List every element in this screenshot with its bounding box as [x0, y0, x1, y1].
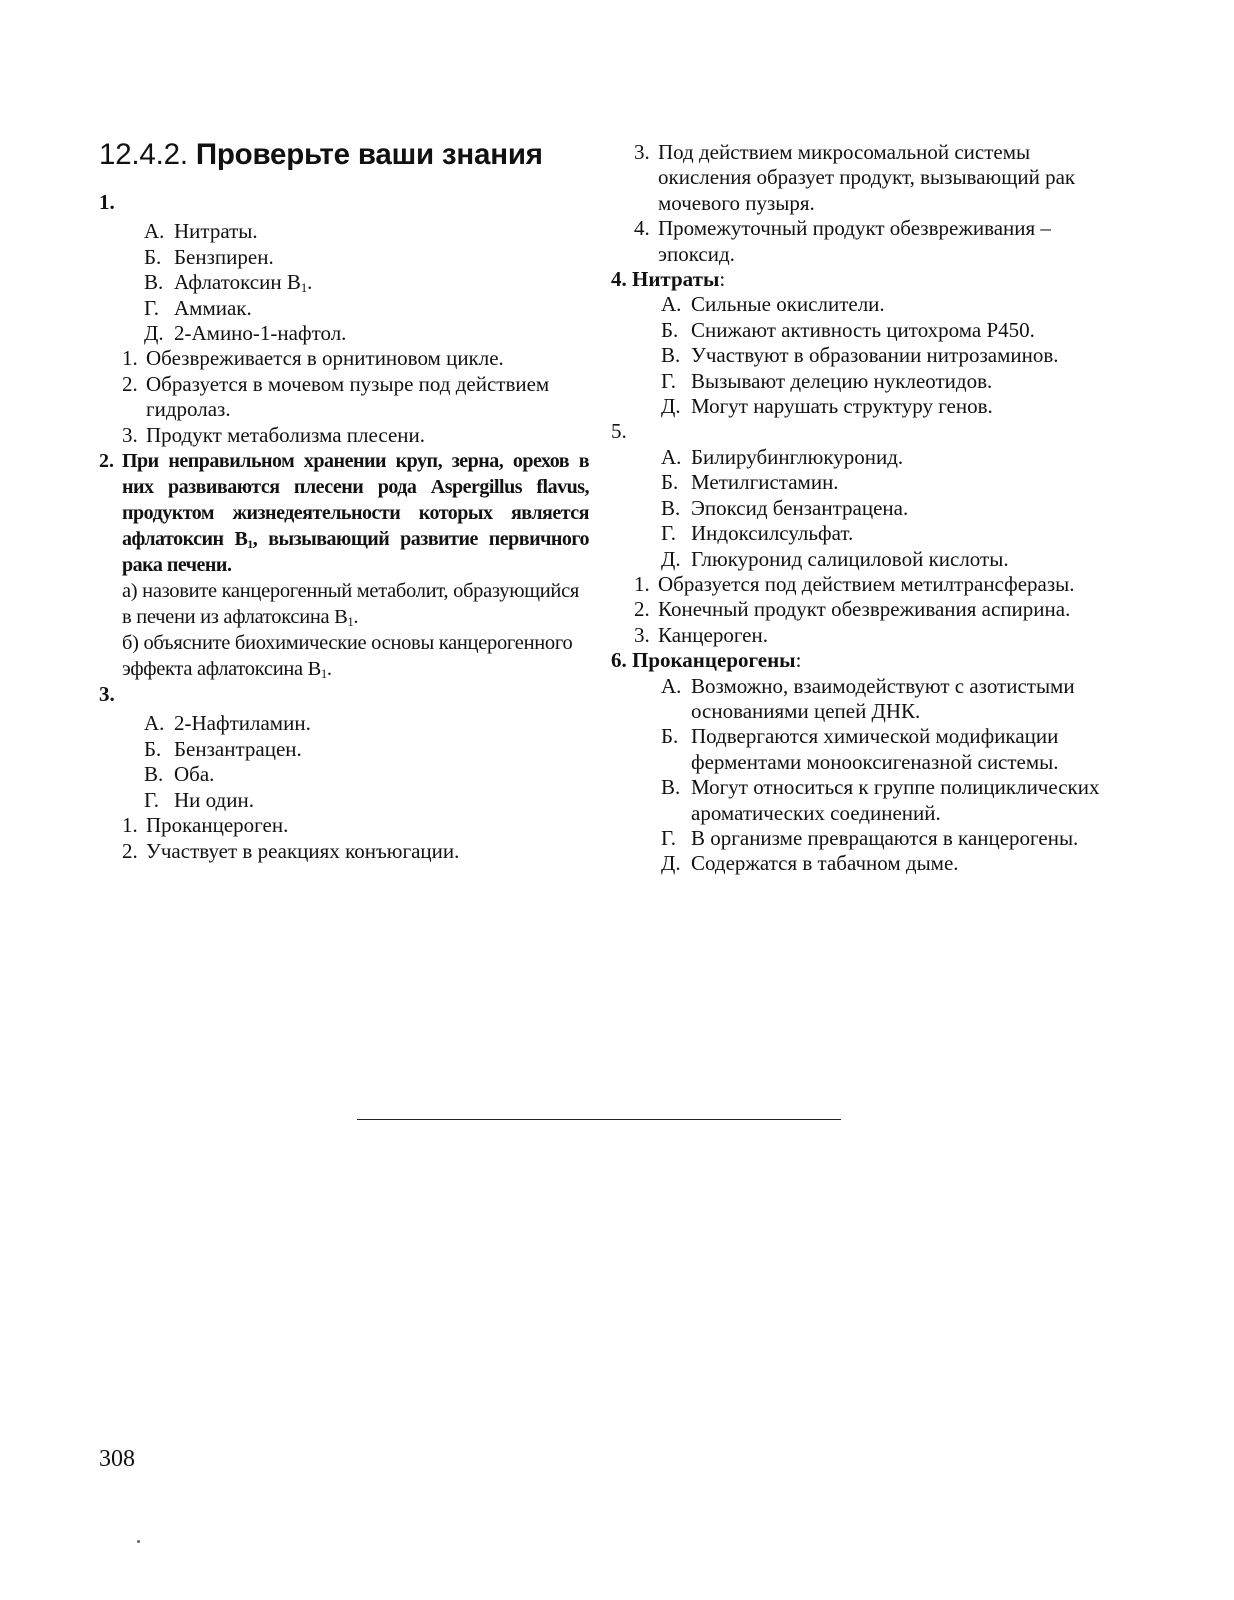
option-a: А. Билирубинглюкуронид. [661, 444, 904, 469]
question-2-text: При неправильном хранении круп, зерна, орехов в них развиваются плесени рода Aspergillus flavus, продуктом жизнедеятельности которых является афлатоксин $B_1$, вызывающий развитие первичного рака печени. [122, 450, 589, 577]
numbered-options [634, 572, 1101, 648]
option-2: 2. Образуется в мочевом пузыре под действием гидролаз. [122, 371, 550, 422]
letter-options [661, 292, 1101, 419]
left-column [99, 138, 589, 864]
option-d: Д. Глюкуронид салициловой кислоты. [661, 546, 1009, 571]
option-v: В. Могут относиться к группе полициклических ароматических соединений. [661, 775, 1100, 825]
option-v: В. Афлатоксин $B_1$. [144, 270, 313, 296]
option-a: А. Сильные окислители. [661, 292, 885, 317]
option-v: В. Оба. [144, 762, 215, 787]
option-1: 1. Проканцероген. [122, 813, 289, 838]
question-1 [99, 190, 589, 448]
option-4: 4. Промежуточный продукт обезвреживания – эпоксид. [634, 216, 1051, 266]
option-3: 3. Продукт метаболизма плесени. [122, 422, 425, 447]
option-a: А. Возможно, взаимодействуют с азотистыми основаниями цепей ДНК. [661, 673, 1075, 723]
option-g: Г. Аммиак. [144, 295, 252, 320]
option-a: А. Нитраты. [144, 219, 258, 244]
letter-options [661, 445, 1101, 572]
question-2-task-b: б) объясните биохимические основы канцерогенного эффекта афлатоксина $B_1$. [122, 632, 573, 682]
question-number: 3. [99, 682, 115, 707]
page-number: 308 [99, 1446, 135, 1472]
option-g: Г. Индоксилсульфат. [661, 521, 854, 546]
section-title: Проверьте ваши знания [195, 138, 543, 171]
option-b: Б. Снижают активность цитохрома P450. [661, 317, 1035, 342]
option-3: 3. Канцероген. [634, 622, 768, 647]
question-number: 5. [611, 419, 627, 444]
option-g: Г. Ни один. [144, 787, 254, 812]
question-2 [99, 448, 589, 682]
option-v: В. Участвуют в образовании нитрозаминов. [661, 343, 1059, 368]
option-2: 2. Конечный продукт обезвреживания аспирина. [634, 597, 1071, 622]
option-1: 1. Образуется под действием метилтрансферазы. [634, 571, 1075, 596]
option-3: 3. Под действием микросомальной системы окисления образует продукт, вызывающий рак мочевого пузыря. [634, 140, 1076, 215]
scan-speck [137, 1540, 140, 1543]
option-d: Д. Могут нарушать структуру генов. [661, 394, 993, 419]
section-heading [99, 138, 589, 172]
question-3 [99, 682, 589, 864]
option-d: Д. Содержатся в табачном дыме. [661, 851, 959, 876]
letter-options [661, 674, 1101, 877]
question-3-continued [634, 140, 1101, 267]
option-b: Б. Бензантрацен. [144, 736, 302, 761]
section-number: 12.4.2. [99, 138, 188, 171]
option-2: 2. Участвует в реакциях конъюгации. [122, 838, 460, 863]
option-b: Б. Метилгистамин. [661, 470, 839, 495]
question-number: 2. [99, 450, 114, 473]
footnote-divider [357, 1119, 841, 1120]
option-g: Г. Вызывают делецию нуклеотидов. [661, 368, 993, 393]
question-number: 1. [99, 190, 115, 214]
option-b: Б. Бензпирен. [144, 244, 274, 269]
question-6 [611, 648, 1101, 877]
question-heading: 4. Нитраты: [611, 267, 726, 292]
question-5 [611, 419, 1101, 648]
option-v: В. Эпоксид бензантрацена. [661, 495, 909, 520]
option-g: Г. В организме превращаются в канцерогены. [661, 825, 1079, 850]
question-4 [611, 267, 1101, 419]
option-b: Б. Подвергаются химической модификации ферментами монооксигеназной системы. [661, 724, 1059, 774]
option-a: А. 2-Нафтиламин. [144, 711, 311, 736]
option-d: Д. 2-Амино-1-нафтол. [144, 321, 347, 346]
question-heading: 6. Проканцерогены: [611, 648, 802, 673]
option-1: 1. Обезвреживается в орнитиновом цикле. [122, 346, 504, 371]
question-2-task-a: а) назовите канцерогенный метаболит, образующийся в печени из афлатоксина $B_1$. [122, 580, 579, 630]
letter-options [144, 219, 589, 346]
numbered-options [122, 813, 589, 864]
right-column [611, 140, 1101, 877]
numbered-options [122, 346, 589, 448]
letter-options [144, 711, 589, 813]
